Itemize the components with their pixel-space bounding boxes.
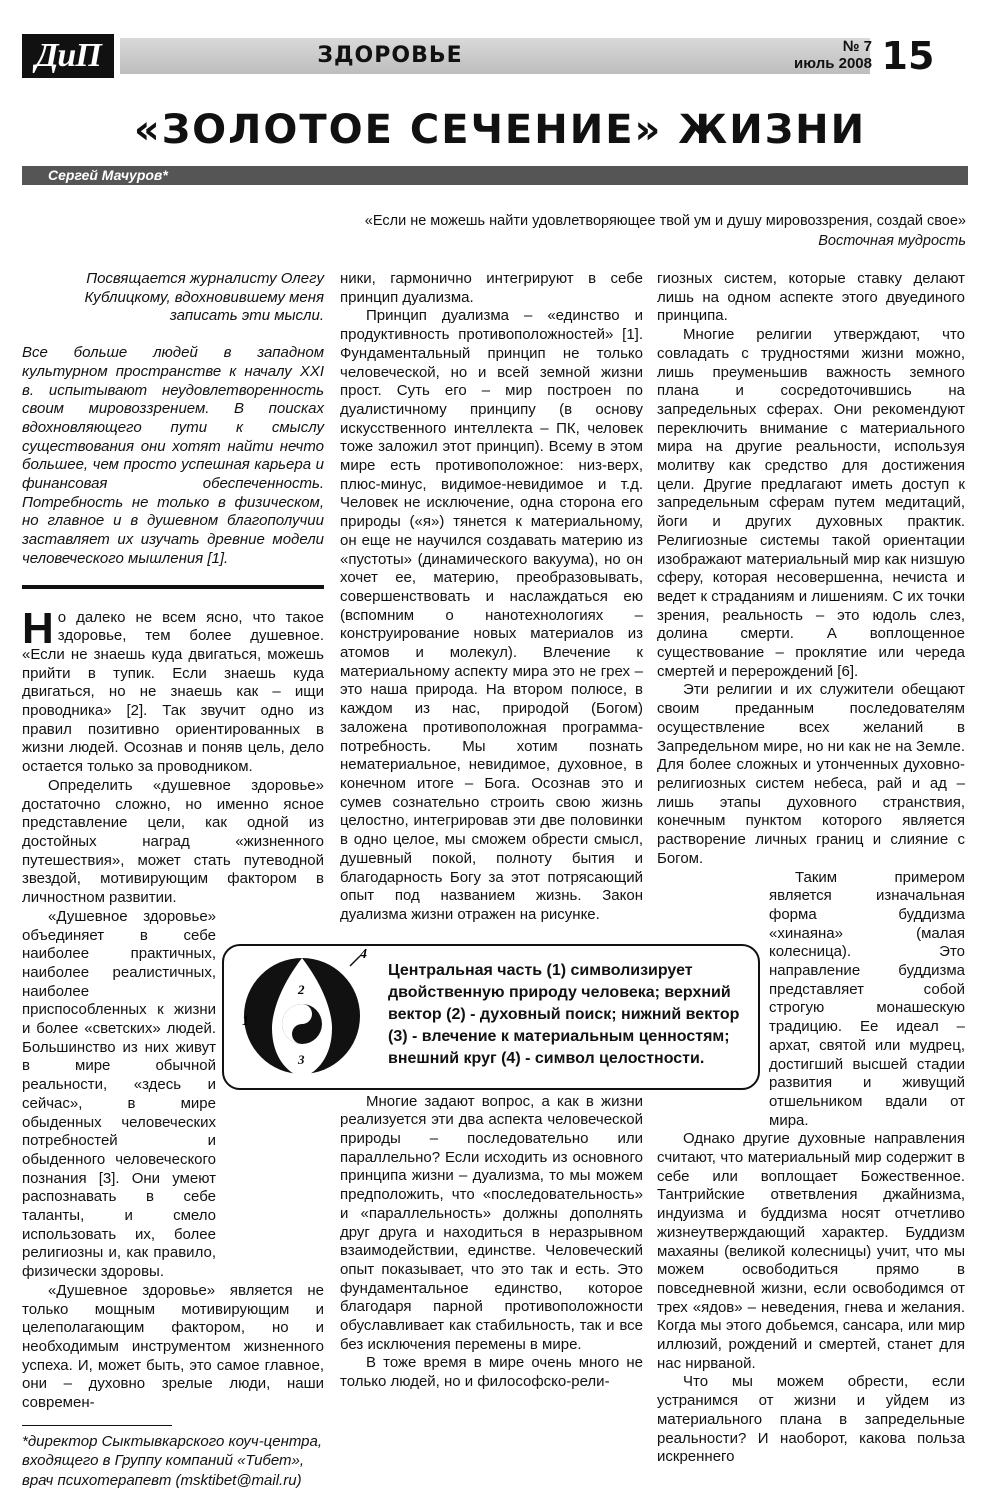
article-title: «ЗОЛОТОЕ СЕЧЕНИЕ» ЖИЗНИ (133, 107, 867, 153)
paragraph: Однако другие духовные направления считают, что материальный мир содержит в себе или воплощает Божественное. Тантрийские ответвления джайнизма, индуизма и буддизма носят отчетливо жизнеутверждающий характер. Буддизм махаяны (великой колесницы) учит, что мы можем освободиться прямо в повседневной жизни, если освободимся от трех «ядов» – неведения, гнева и желания. Когда мы этого добьемся, сансара, или мир иллюзий, рождений и смертей, станет для нас нирваной. (657, 1130, 965, 1372)
footnote-divider (22, 1425, 172, 1426)
paragraph: Многие религии утверждают, что совладать с трудностями жизни можно, лишь преуменьшив важность земного плана и сосредоточившись на запредельных сферах. Они рекомендуют переключить внимание с материального мира на другие реальности, используя молитву как средство для достижения цели. Другие предлагают иметь доступ к запредельным сферам путем медитаций, йоги и других духовных практик. Религиозные системы такой ориентации изображают материальный мир как низшую сферу, которая несовершенна, нечиста и ведет к страданиям и лишениям. С их точки зрения, реальность – это юдоль слез, долина смерти. А воплощенное существование – проклятие или череда смертей и перерождений [6]. (657, 326, 965, 680)
paragraph: ники, гармонично интегрируют в себе принцип дуализма. (340, 270, 643, 306)
paragraph: Таким примером является изначальная форма буддизма «хинаяна» (малая колесница). Это направление буддизма представляет собой строгую монашескую традицию. Ее идеал – архат, святой или мудрец, достигший высшей стадии развития и живущий отшельником вдали от мира. (769, 868, 965, 1129)
epigraph (240, 211, 966, 251)
author-name: Сергей Мачуров* (48, 167, 168, 183)
label-4: 4 (360, 947, 367, 962)
column-2 (340, 270, 643, 1392)
label-1: 1 (242, 1014, 249, 1029)
drop-cap: Н (22, 603, 54, 653)
paragraph: Эти религии и их служители обещают своим преданным последователям осуществление всех желаний в Запредельном мире, но ни как не на Земле. Для более сложных и утонченных духовно-религиозных систем небеса, рай и ад – лишь этапы духовного странствия, конечным пунктом которого является растворение личных границ и слияние с Богом. (657, 681, 966, 867)
column-3 (657, 270, 965, 1467)
column-1 (22, 270, 324, 1490)
issue-info (780, 38, 872, 72)
issue-date: июль 2008 (794, 55, 872, 72)
label-2: 2 (298, 982, 305, 997)
page-number: 15 (881, 34, 935, 78)
duality-diagram (232, 944, 382, 1086)
paragraph: Определить «душевное здоровье» достаточно сложно, но именно ясное представление цели, как одной из достойных наград «жизненного путешествия», может стать путеводной звездой, мотивирующим фактором в личностном развитии. (22, 776, 324, 907)
footnote: *директор Сыктывкарского коуч-центра, входящего в Группу компаний «Тибет», врач психотерапевт (msktibet@mail.ru) (22, 1432, 323, 1489)
paragraph: Многие задают вопрос, а как в жизни реализуется эти два аспекта человеческой природы – последовательно или параллельно? Если исходить из основного принципа жизни – дуализма, то мы можем предположить, что «последовательность» и «параллельность» должны дополнять друг друга и находиться в неразрывном взаимодействии, единстве. Человеческий опыт показывает, что это так и есть. Это фундаментальное единство, которое благодаря парной противоположности обуславливает как стабильность, так и все без исключения перемены в мире. (340, 1092, 643, 1353)
divider (22, 585, 324, 589)
epigraph-source: Восточная мудрость (818, 233, 966, 249)
dedication: Посвящается журналисту Олегу Кублицкому, вдохновившему меня записать эти мысли. (84, 270, 324, 325)
figure-caption: Центральная часть (1) символизирует двойственную природу человека; верхний вектор (2) - духовный поиск; нижний вектор (3) - влечение к материальным ценностям; внешний круг (4) - символ целостности. (388, 962, 740, 1067)
paragraph: гиозных систем, которые ставку делают лишь на одном аспекте этого двуединого принципа. (657, 270, 965, 325)
paragraph: «Душевное здоровье» объединяет в себе наиболее практичных, наиболее реалистичных, наиболее приспособленных к жизни и более «светских» людей. Большинство из них живут в мире обычной реальности, «здесь и сейчас», в мире обыденных человеческих потребностей и обыденного человеческого познания [3]. Они умеют распознавать в себе таланты, и смело использовать их, более религиозны и, как правило, физически здоровы. (22, 907, 216, 1281)
section-title: ЗДОРОВЬЕ (317, 43, 463, 68)
paragraph: Принцип дуализма – «единство и продуктивность противоположностей» [1]. Фундаментальный принцип не только человеческой, но и всей земной жизни прост. Суть его – мир построен по дуалистичному принципу (в основу искусственного интеллекта – ПК, человек тоже заложил этот принцип). Всему в этом мире есть противоположное: низ-верх, плюс-минус, видимое-невидимое и т.д. Человек не исключение, одна сторона его природы («я») тянется к материальному, он еще не научился создавать материю из «пустоты» (динамического вакуума), но он хочет ее, материю, преобразовывать, совершенствовать и наслаждаться ею (вспомним о нанотехнологиях – конструирование новых материалов из атомов и молекул). Влечение к материальному аспекту мира это не грех – это наша природа. На втором полюсе, в каждом из нас, природой (Богом) заложена противоположная программа-потребность. Мы хотим познать нематериальное, невидимое, духовное, в конечном итоге – Бога. Осознав это и сумев сознательно строить свою жизнь целостно, интегрировав эти две половинки в одно целое, мы сможем обрести смысл, душевный покой, полноту бытия и благодарность Богу за этот потрясающий опыт под названием жизнь. Закон дуализма жизни отражен на рисунке. (340, 307, 643, 923)
epigraph-text: «Если не можешь найти удовлетворяющее твой ум и душу мировоззрения, создай свое» (364, 213, 966, 229)
paragraph: Что мы можем обрести, если устранимся от жизни и уйдем из материального плана в запредельные реальности? И наоборот, какова польза искреннего (657, 1373, 965, 1466)
lead-paragraph: Все больше людей в западном культурном пространстве к началу XXI в. испытывают неудовлетворенность своим мировоззрением. В поисках вдохновляющего пути к смыслу существования они хотят найти нечто большее, чем просто успешная карьера и финансовая обеспеченность. Потребность не только в физическом, но главное и в душевном благополучии заставляет их изучать древние модели человеческого мышления [1]. (22, 344, 324, 567)
issue-number: № 7 (842, 38, 872, 55)
newspaper-logo: ДиП (22, 34, 114, 78)
label-3: 3 (298, 1052, 305, 1067)
paragraph: Но далеко не всем ясно, что такое здоровье, тем более душевное. «Если не знаешь куда двигаться, можешь прийти в тупик. Если знаешь куда двигаться, но не знаешь как – ищи проводника» [2]. Так звучит одно из правил позитивно ориентированных в жизни людей. Осознав и поняв цель, дело остается только за проводником. (22, 603, 324, 776)
label-4-leader (350, 956, 360, 966)
paragraph: «Душевное здоровье» является не только мощным мотивирующим и целеполагающим фактором, но и необходимым инструментом жизненного успеха. И, может быть, это самое главное, они – духовно зрелые люди, наши современ- (22, 1281, 324, 1412)
paragraph: В тоже время в мире очень много не только людей, но и философско-рели- (340, 1354, 643, 1391)
